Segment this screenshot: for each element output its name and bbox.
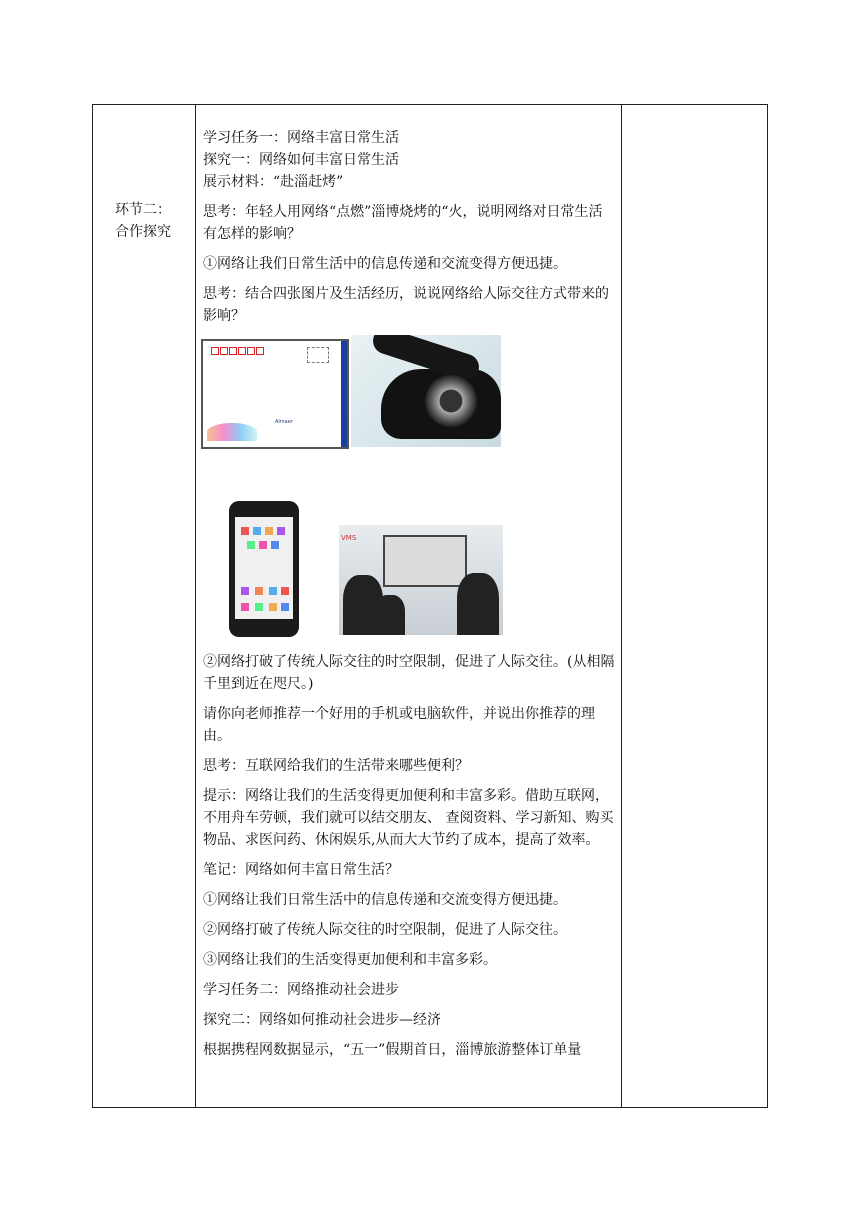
hint: 提示：网络让我们的生活变得更加便利和丰富多彩。借助互联网，不用舟车劳顿，我们就可以结交朋友、 查阅资料、学习新知、购买物品、求医问药、休闲娱乐,从而大大节约了成本，提高了效率。: [203, 788, 614, 848]
image-row: [203, 499, 615, 639]
question: 思考：年轻人用网络“点燃”淄博烧烤的“火，说明网络对日常生活有怎样的影响？: [203, 204, 603, 242]
explore-heading: 探究二：网络如何推动社会进步—经济: [203, 1012, 441, 1028]
note: ①网络让我们日常生活中的信息传递和交流变得方便迅捷。: [203, 892, 567, 908]
lesson-table: [92, 104, 768, 1108]
question: 思考：结合四张图片及生活经历，说说网络给人际交往方式带来的影响？: [203, 286, 609, 324]
note: ③网络让我们的生活变得更加便利和丰富多彩。: [203, 952, 497, 968]
telephone-image: [351, 335, 501, 447]
question: 思考：互联网给我们的生活带来哪些便利？: [203, 758, 469, 774]
recommend-prompt: 请你向老师推荐一个好用的手机或电脑软件，并说出你推荐的理由。: [203, 706, 595, 744]
column-divider: [195, 105, 196, 1107]
data-line: 根据携程网数据显示，“五一”假期首日，淄博旅游整体订单量: [203, 1042, 582, 1058]
explore-heading: 探究一：网络如何丰富日常生活: [203, 152, 399, 168]
image-row: [203, 335, 615, 453]
section-column: [93, 105, 195, 1107]
content-column: [203, 127, 615, 1069]
envelope-image: Almaer: [201, 339, 349, 449]
answer: ②网络打破了传统人际交往的时空限制，促进了人际交往。(从相隔千里到近在咫尺。): [203, 654, 615, 692]
task-heading: 学习任务二：网络推动社会进步: [203, 982, 399, 998]
material-line: 展示材料：“赴淄赶烤”: [203, 174, 344, 190]
answer: ①网络让我们日常生活中的信息传递和交流变得方便迅捷。: [203, 256, 567, 272]
section-label: 环节二： 合作探究: [115, 202, 171, 240]
smartphone-image: [229, 501, 299, 637]
task-heading: 学习任务一：网络丰富日常生活: [203, 130, 399, 146]
note: ②网络打破了传统人际交往的时空限制，促进了人际交往。: [203, 922, 567, 938]
video-meeting-image: VMS: [339, 525, 503, 635]
notes-title: 笔记：网络如何丰富日常生活？: [203, 862, 399, 878]
column-divider: [621, 105, 622, 1107]
